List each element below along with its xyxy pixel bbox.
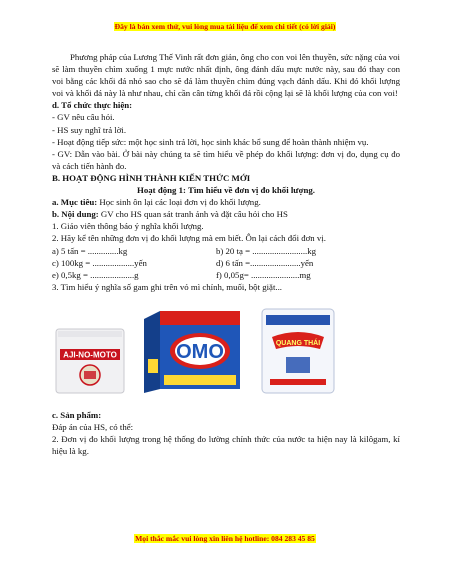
content-text: GV cho HS quan sát tranh ảnh và đặt câu hỏi cho HS <box>98 209 288 220</box>
exercise-item: a) 5 tấn = ..............kg <box>52 245 128 256</box>
exercise-item: d) 6 tấn =.......................yến <box>216 257 314 268</box>
goal-text: Học sinh ôn lại các loại đơn vị đo khối lượng. <box>97 197 261 208</box>
question-3: 3. Tìm hiểu ý nghĩa số gam ghi trên vỏ mì chính, muối, bột giặt... <box>52 281 282 292</box>
product-images <box>52 303 400 395</box>
goal-line <box>52 196 400 208</box>
org-heading: d. Tổ chức thực hiện: <box>52 100 133 111</box>
intro-paragraph: Phương pháp của Lương Thế Vinh rất đơn giản, ông cho con voi lên thuyền, sức nặng của voi sẽ làm thuyền chìm xuống 1 mực nước nhất định, ông đánh dấu mực nước này, sau đó thay con voi bằng các khối đá nhỏ sao cho sẽ đá làm thuyền chìm đúng vạch đánh dấu. Khi đó khối lượng voi và khối đá này là như nhau, chỉ cần cân từng khối đá rồi cộng lại sẽ là khối lượng của con voi! <box>52 52 400 99</box>
activity-title: Hoạt động 1: Tìm hiểu về đơn vị đo khối lượng. <box>137 185 315 196</box>
exercise-item: e) 0,5kg = ....................g <box>52 269 139 280</box>
omo-logo-text: OMO <box>176 340 224 363</box>
omo-box-image <box>142 307 242 395</box>
document-body <box>52 51 400 457</box>
exercise-grid <box>52 245 400 281</box>
org-line: - GV: Dẫn vào bài. Ở bài này chúng ta sẽ tìm hiểu về phép đo khối lượng: đơn vị đo, dụng cụ đo và cách tiến hành đo. <box>52 148 400 171</box>
exercise-item: c) 100kg = ...................yến <box>52 257 147 268</box>
section-b-heading: B. HOẠT ĐỘNG HÌNH THÀNH KIẾN THỨC MỚI <box>52 172 251 183</box>
footer-banner-text: Mọi thắc mắc vui lòng xin liên hệ hotline: 084 283 45 85 <box>135 534 315 543</box>
exercise-item: b) 20 tạ = .........................kg <box>216 245 317 256</box>
exercise-item: f) 0,05g= ......................mg <box>216 269 311 280</box>
salt-bag-image <box>258 307 338 395</box>
ajinomoto-logo-text: AJI-NO-MOTO <box>63 350 117 360</box>
salt-brand-text: QUANG THÁI <box>275 339 321 347</box>
content-item: 2. Hãy kể tên những đơn vị đo khối lượng mà em biết. Ôn lại cách đổi đơn vị. <box>52 233 326 244</box>
content-item: 1. Giáo viên thông báo ý nghĩa khối lượng. <box>52 221 204 232</box>
org-line: - Hoạt động tiếp sức: một học sinh trả lời, học sinh khác bổ sung để hoàn thành nhiệm vụ. <box>52 136 369 147</box>
product-heading: c. Sản phẩm: <box>52 409 102 420</box>
content-line <box>52 208 400 220</box>
spacer <box>52 395 400 409</box>
goal-label: a. Mục tiêu: <box>52 197 98 208</box>
content-label: b. Nội dung: <box>52 209 99 220</box>
footer-banner <box>0 534 450 543</box>
org-line: - HS suy nghĩ trả lời. <box>52 124 127 135</box>
header-banner-text: Đây là bản xem thử, vui lòng mua tài liệu để xem chi tiết (có lời giải) <box>114 22 336 31</box>
org-line: - GV nêu câu hỏi. <box>52 112 115 123</box>
ajinomoto-package-image <box>54 327 126 395</box>
header-banner <box>0 22 450 31</box>
product-line: Đáp án của HS, có thể: <box>52 421 134 432</box>
product-line: 2. Đơn vị đo khối lượng trong hệ thống đo lường chính thức của nước ta hiện nay là kilôgam, kí hiệu là kg. <box>52 434 400 457</box>
